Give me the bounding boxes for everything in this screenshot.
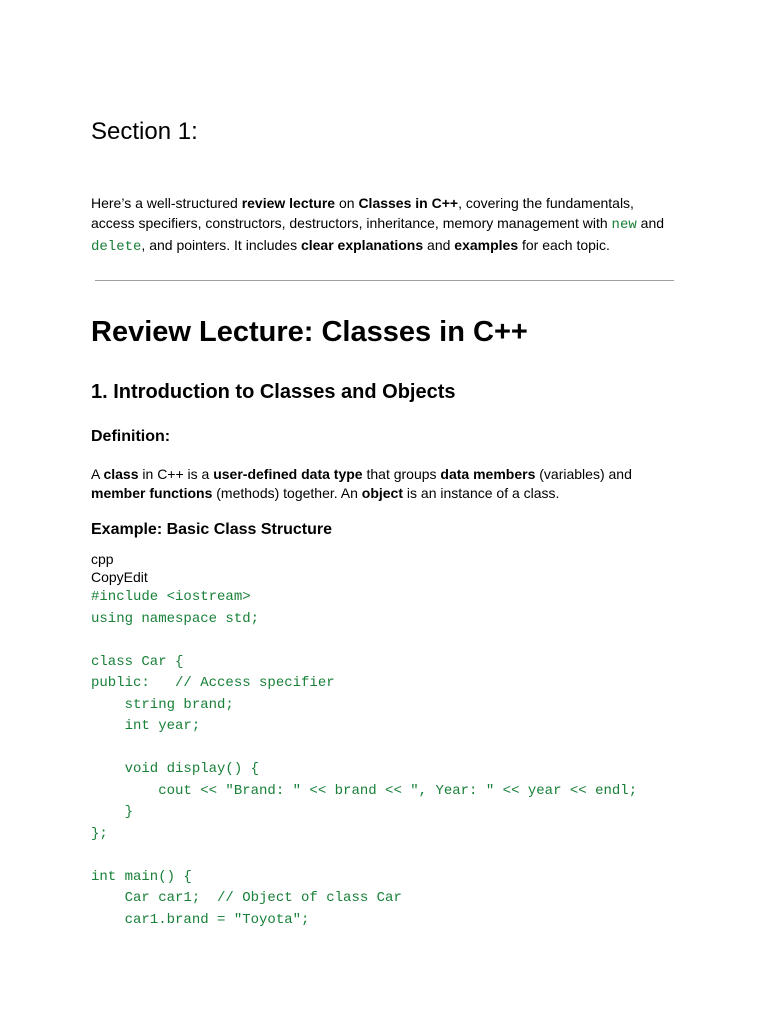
intro-text: and [636, 215, 665, 231]
definition-text: that groups [362, 466, 441, 482]
definition-heading: Definition: [91, 428, 171, 445]
example-heading: Example: Basic Class Structure [91, 521, 332, 538]
definition-bold: class [103, 466, 139, 482]
section-title: Section 1: [91, 118, 198, 145]
definition-text: is an instance of a class. [403, 485, 560, 501]
code-block: #include <iostream> using namespace std; class Car { public: // Access specifier string brand; int year; void display() { cout << "Brand: " << brand << ", Year: " << year << endl; } }; int main() { Car car1; // Object of class Car car1.brand = "Toyota"; [91, 589, 638, 928]
definition-text: A [91, 466, 104, 482]
section-heading: 1. Introduction to Classes and Objects [91, 381, 456, 403]
intro-text: for each topic. [518, 237, 610, 253]
intro-text: on [335, 195, 359, 211]
lecture-title: Review Lecture: Classes in C++ [91, 316, 528, 348]
inline-code-delete: delete [91, 239, 142, 255]
intro-text: Here’s a well-structured [91, 195, 242, 211]
intro-bold: examples [454, 237, 519, 253]
code-language-label: cpp [91, 551, 114, 567]
inline-code-new: new [611, 217, 637, 233]
definition-bold: object [361, 485, 404, 501]
intro-paragraph [91, 193, 681, 257]
intro-bold: clear explanations [300, 237, 424, 253]
intro-bold: review lecture [241, 195, 336, 211]
definition-bold: member functions [91, 485, 213, 501]
definition-text: (methods) together. An [212, 485, 362, 501]
definition-bold: user-defined data type [213, 466, 363, 482]
intro-text: , and pointers. It includes [141, 237, 301, 253]
horizontal-divider [95, 280, 674, 281]
copy-button[interactable]: CopyEdit [91, 569, 148, 585]
intro-bold: Classes in C++ [358, 195, 459, 211]
definition-text: (variables) and [535, 466, 632, 482]
intro-text: and [423, 237, 455, 253]
definition-text: in C++ is a [138, 466, 214, 482]
definition-paragraph [91, 465, 681, 503]
intro-text: , covering the fundamentals, access specifiers, constructors, destructors, inheritance, memory management with [91, 195, 634, 231]
definition-bold: data members [440, 466, 536, 482]
